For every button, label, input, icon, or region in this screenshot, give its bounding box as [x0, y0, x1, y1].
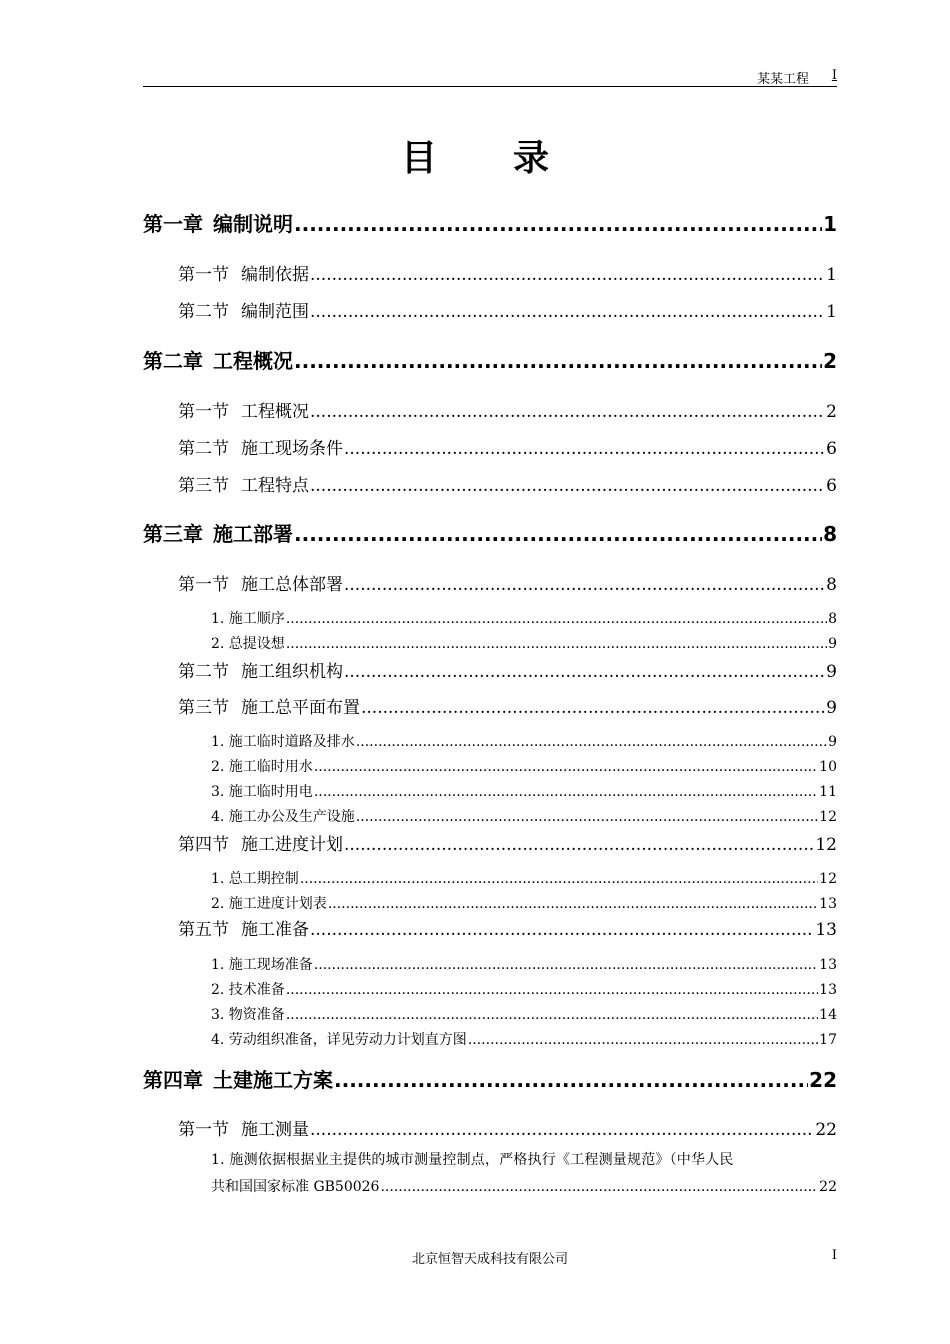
toc-entry-heading — [178, 693, 360, 718]
toc-leader-dots — [294, 522, 822, 546]
toc-entry-subitem[interactable] — [211, 1029, 837, 1049]
toc-entry-label: 第三节 — [178, 476, 229, 496]
toc-entry-heading — [211, 806, 355, 826]
toc-entry-heading — [211, 633, 285, 653]
toc-entry-title: 2. 总提设想 — [211, 636, 285, 652]
toc-entry-label: 第四节 — [178, 835, 229, 855]
toc-entry-section[interactable] — [178, 297, 837, 322]
page-header — [143, 66, 837, 87]
toc-entry-title: 1. 总工期控制 — [211, 871, 299, 887]
toc-entry-title: 编制说明 — [213, 212, 293, 236]
toc-entry-heading — [211, 954, 313, 974]
toc-entry-subitem[interactable] — [211, 893, 837, 913]
toc-entry-label: 第五节 — [178, 920, 229, 940]
toc-entry-page: 17 — [819, 1032, 837, 1048]
toc-leader-dots — [286, 982, 818, 998]
toc-entry-page: 22 — [809, 1068, 837, 1092]
toc-leader-dots — [286, 1007, 818, 1023]
toc-entry-section[interactable] — [178, 570, 837, 595]
toc-entry-title: 施工总平面布置 — [241, 698, 360, 718]
toc-entry-section[interactable] — [178, 260, 837, 285]
footer-company-name: 北京恒智天成科技有限公司 — [411, 1252, 568, 1267]
toc-entry-heading — [178, 297, 309, 322]
header-project-name: 某某工程 — [756, 72, 809, 87]
toc-entry-page: 8 — [823, 522, 837, 546]
toc-title: 目录 — [400, 138, 625, 179]
toc-entry-title: 施工组织机构 — [241, 662, 343, 682]
toc-leader-dots — [334, 1068, 808, 1092]
toc-entry-page: 9 — [828, 734, 837, 750]
toc-entry-title: 施工准备 — [241, 920, 309, 940]
toc-entry-heading — [178, 434, 343, 459]
toc-entry-page: 2 — [826, 402, 837, 422]
toc-entry-label: 第二节 — [178, 662, 229, 682]
toc-entry-heading — [178, 570, 343, 595]
toc-entry-heading — [178, 1115, 309, 1140]
toc-entry-title: 编制依据 — [241, 265, 309, 285]
toc-leader-dots — [344, 439, 825, 459]
toc-entry-subitem[interactable] — [211, 633, 837, 653]
toc-entry-chapter[interactable] — [143, 345, 837, 374]
toc-entry-title: 施工现场条件 — [241, 439, 343, 459]
toc-entry-title: 施工测量 — [241, 1120, 309, 1140]
footer-page-number: I — [831, 1248, 837, 1263]
toc-entry-title: 1. 施工现场准备 — [211, 957, 313, 973]
toc-entry-section[interactable] — [178, 1115, 837, 1140]
toc-entry-title: 工程特点 — [241, 476, 309, 496]
toc-entry-title: 3. 施工临时用电 — [211, 784, 313, 800]
toc-entry-heading — [211, 781, 313, 801]
toc-entry-section[interactable] — [178, 471, 837, 496]
toc-entry-page: 11 — [819, 784, 837, 800]
header-page-number: I — [831, 68, 837, 83]
toc-entry-subitem[interactable] — [211, 1147, 837, 1201]
toc-entry-title: 土建施工方案 — [213, 1068, 333, 1092]
toc-entry-title: 2. 施工临时用水 — [211, 759, 313, 775]
toc-entry-title: 工程概况 — [241, 402, 309, 422]
toc-entry-section[interactable] — [178, 657, 837, 682]
toc-entry-page: 2 — [823, 349, 837, 373]
toc-leader-dots — [300, 871, 818, 887]
toc-entry-page: 1 — [826, 265, 837, 285]
toc-entry-label: 第二节 — [178, 302, 229, 322]
toc-leader-dots — [344, 575, 825, 595]
toc-entry-chapter[interactable] — [143, 518, 837, 547]
toc-entry-title: 4. 施工办公及生产设施 — [211, 809, 355, 825]
toc-entry-page: 8 — [826, 575, 837, 595]
toc-entry-page: 1 — [826, 302, 837, 322]
toc-entry-page: 13 — [819, 957, 837, 973]
toc-leader-dots — [344, 835, 814, 855]
toc-entry-label: 第一节 — [178, 265, 229, 285]
toc-entry-subitem[interactable] — [211, 756, 837, 776]
toc-leader-dots — [380, 1174, 818, 1201]
toc-leader-dots — [314, 759, 818, 775]
toc-leader-dots — [361, 698, 825, 718]
toc-entry-heading — [143, 518, 293, 547]
toc-entry-page: 1 — [823, 212, 837, 236]
toc-entry-title: 编制范围 — [241, 302, 309, 322]
toc-entry-title: 2. 施工进度计划表 — [211, 896, 327, 912]
toc-entry-page: 12 — [819, 871, 837, 887]
toc-entry-page: 9 — [828, 636, 837, 652]
toc-entry-label: 第四章 — [143, 1068, 203, 1092]
toc-entry-heading — [143, 345, 293, 374]
toc-leader-dots — [310, 476, 825, 496]
toc-leader-dots — [310, 265, 825, 285]
toc-entry-page: 12 — [819, 809, 837, 825]
toc-entry-label: 第三章 — [143, 522, 203, 546]
toc-leader-dots — [294, 349, 822, 373]
toc-entry-heading — [178, 260, 309, 285]
toc-entry-title: 2. 技术准备 — [211, 982, 285, 998]
toc-entry-page: 12 — [815, 835, 837, 855]
toc-entry-heading — [178, 397, 309, 422]
toc-leader-dots — [286, 611, 827, 627]
toc-entry-heading — [211, 893, 327, 913]
toc-entry-page: 10 — [819, 759, 837, 775]
toc-leader-dots — [294, 212, 822, 236]
toc-leader-dots — [468, 1032, 818, 1048]
toc-entry-heading — [178, 657, 343, 682]
toc-entry-title: 工程概况 — [213, 349, 293, 373]
toc-entry-subitem[interactable] — [211, 868, 837, 888]
toc-leader-dots — [344, 662, 825, 682]
toc-entry-heading — [211, 731, 355, 751]
toc-entry-page: 9 — [826, 662, 837, 682]
toc-entry-label: 第一节 — [178, 402, 229, 422]
toc-entry-section[interactable] — [178, 830, 837, 855]
toc-entry-heading — [143, 208, 293, 237]
toc-entry-heading — [211, 868, 299, 888]
toc-leader-dots — [356, 734, 827, 750]
toc-entry-chapter[interactable] — [143, 1064, 837, 1093]
toc-entry-heading — [178, 915, 309, 940]
toc-entry-subitem[interactable] — [211, 781, 837, 801]
toc-entry-page: 22 — [815, 1120, 837, 1140]
toc-entry-page: 22 — [819, 1179, 837, 1195]
toc-entry-section[interactable] — [178, 693, 837, 718]
toc-entry-line2 — [211, 1174, 837, 1201]
toc-entry-subitem[interactable] — [211, 954, 837, 974]
toc-entry-page: 14 — [819, 1007, 837, 1023]
page-footer — [143, 1248, 837, 1268]
toc-leader-dots — [286, 636, 827, 652]
toc-leader-dots — [314, 957, 818, 973]
toc-entry-label: 第一节 — [178, 1120, 229, 1140]
toc-leader-dots — [328, 896, 818, 912]
toc-entry-heading — [143, 1064, 333, 1093]
toc-entry-title: 1. 施工临时道路及排水 — [211, 734, 355, 750]
toc-entry-section[interactable] — [178, 397, 837, 422]
toc-entry-heading — [211, 1029, 467, 1049]
toc-entry-heading — [178, 471, 309, 496]
toc-entry-page: 6 — [826, 439, 837, 459]
toc-leader-dots — [310, 402, 825, 422]
toc-entry-title: 4. 劳动组织准备，详见劳动力计划直方图 — [211, 1032, 467, 1048]
toc-entry-page: 8 — [828, 611, 837, 627]
toc-entry-title: 1. 施工顺序 — [211, 611, 285, 627]
toc-entry-title-line1: 1. 施测依据根据业主提供的城市测量控制点，严格执行《工程测量规范》（中华人民 — [211, 1152, 734, 1168]
toc-entry-label: 第三节 — [178, 698, 229, 718]
toc-entry-heading — [211, 608, 285, 628]
toc-entry-title: 施工部署 — [213, 522, 293, 546]
toc-leader-dots — [310, 302, 825, 322]
toc-leader-dots — [356, 809, 818, 825]
toc-entry-heading — [178, 830, 343, 855]
toc-entry-page: 13 — [815, 920, 837, 940]
toc-entry-label: 第二章 — [143, 349, 203, 373]
toc-entry-subitem[interactable] — [211, 608, 837, 628]
toc-leader-dots — [310, 1120, 814, 1140]
toc-entry-heading — [211, 979, 285, 999]
toc-entry-subitem[interactable] — [211, 731, 837, 751]
toc-entry-page: 13 — [819, 896, 837, 912]
toc-entry-page: 9 — [826, 698, 837, 718]
toc-entry-title: 施工总体部署 — [241, 575, 343, 595]
toc-entry-heading — [211, 1004, 285, 1024]
toc-entry-title: 施工进度计划 — [241, 835, 343, 855]
toc-entry-label: 第一节 — [178, 575, 229, 595]
toc-entry-page: 13 — [819, 982, 837, 998]
toc-entry-subitem[interactable] — [211, 979, 837, 999]
toc-entry-heading — [211, 756, 313, 776]
toc-entry-label: 第一章 — [143, 212, 203, 236]
toc-entry-title: 3. 物资准备 — [211, 1007, 285, 1023]
toc-entry-label: 第二节 — [178, 439, 229, 459]
toc-entry-section[interactable] — [178, 434, 837, 459]
toc-entry-subitem[interactable] — [211, 806, 837, 826]
toc-leader-dots — [310, 920, 814, 940]
toc-entry-subitem[interactable] — [211, 1004, 837, 1024]
toc-entry-chapter[interactable] — [143, 208, 837, 237]
toc-entry-section[interactable] — [178, 915, 837, 940]
toc-entry-page: 6 — [826, 476, 837, 496]
toc-entry-title-line2: 共和国国家标准 GB50026 — [211, 1179, 380, 1195]
toc-leader-dots — [314, 784, 818, 800]
